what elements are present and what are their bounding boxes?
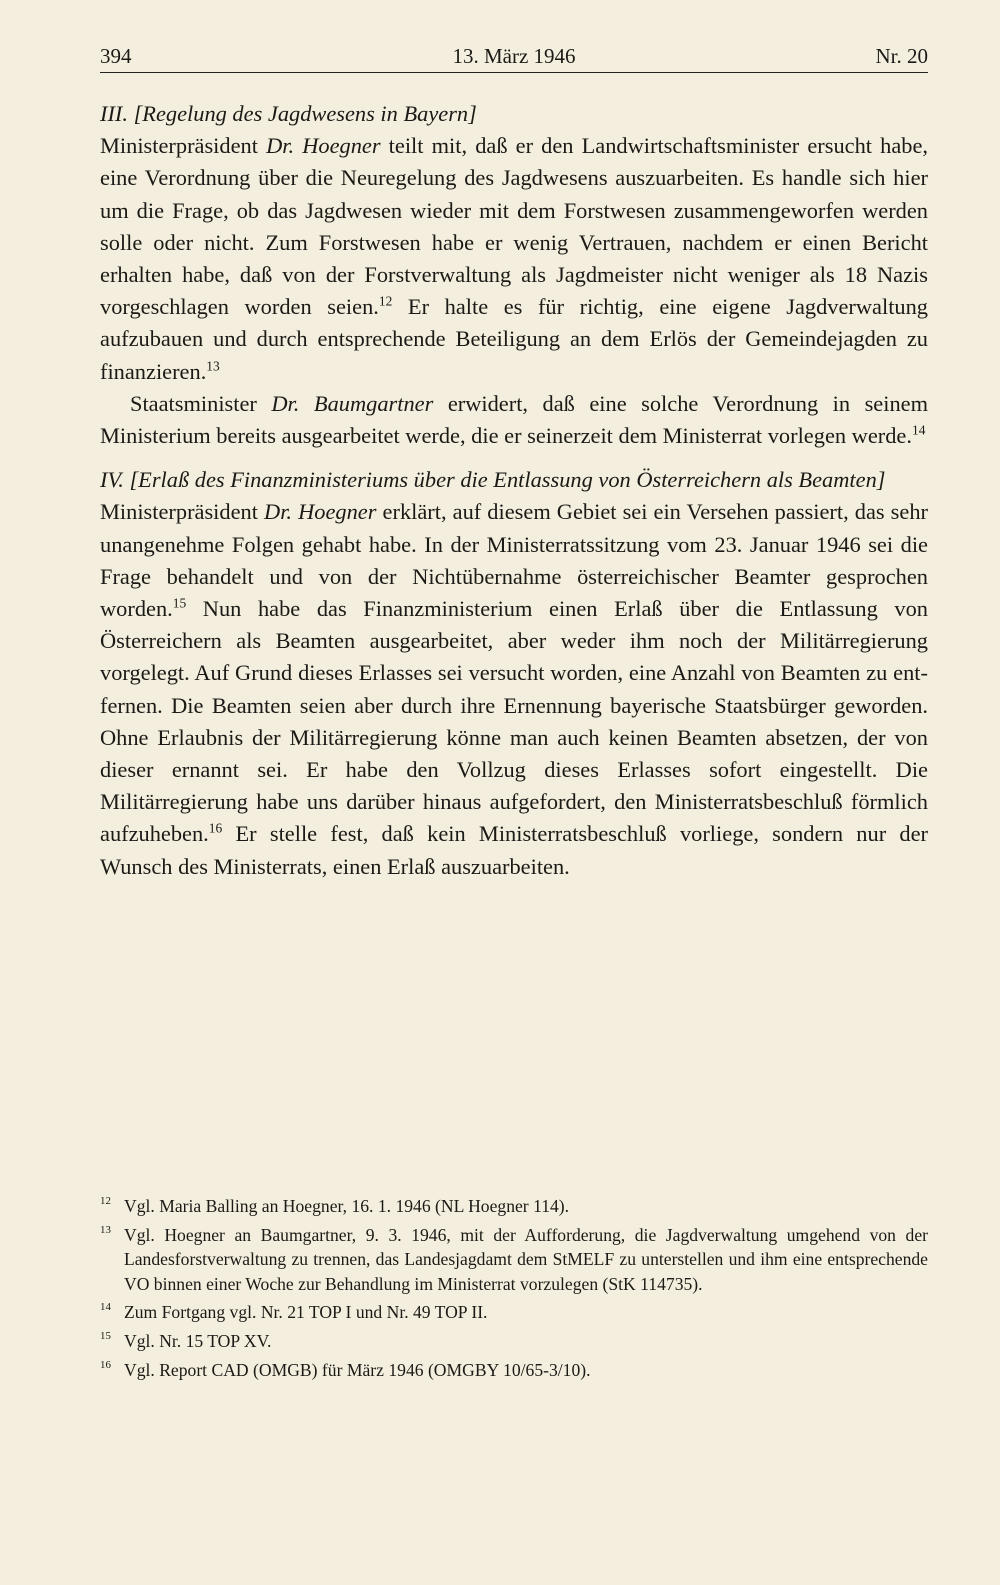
text-run xyxy=(294,133,302,158)
text-run xyxy=(299,391,314,416)
footnote-text: Vgl. Nr. 15 TOP XV. xyxy=(124,1330,272,1351)
text-run: erwidert, daß eine solche Verordnung in seinem Ministerium bereits ausgearbeitet werde, die er seinerzeit dem Ministerrat vorlegen werde. xyxy=(100,390,928,449)
footnotes xyxy=(100,1194,928,1386)
text-run: Staatsminister xyxy=(130,390,272,416)
document-number: Nr. 20 xyxy=(875,44,928,68)
text-run: teilt mit, daß er den Landwirtschaftsminister ersucht habe, eine Verordnung über die Neuregelung des Jagdwesens auszuarbeiten. Es handle sich hier um die Frage, ob das Jagdwesen wieder mit dem Forstwesen zusammengeworfen werden solle oder nicht. Zum Forstwesen habe er wenig Vertrauen, nachdem er einen Bericht erhalten habe, daß von der Forstverwaltung als Jagdmeister nicht weniger als 18 Nazis vorgeschlagen worden seien. xyxy=(100,133,928,320)
text-run-italic: Dr. xyxy=(271,390,300,416)
footnote xyxy=(100,1329,928,1354)
footnote-number: 12 xyxy=(100,1195,111,1207)
footnote xyxy=(100,1358,928,1383)
section-heading-3: III. [Regelung des Jagdwesens in Bayern] xyxy=(100,101,477,126)
footnote-text: Vgl. Report CAD (OMGB) für März 1946 (OMGBY 10/65-3/10). xyxy=(124,1359,591,1380)
person-name: Hoegner xyxy=(298,499,377,525)
footnote xyxy=(100,1300,928,1325)
footnote xyxy=(100,1194,928,1219)
footnote-ref: 14 xyxy=(911,422,926,438)
footnote-text: Vgl. Hoegner an Baumgartner, 9. 3. 1946, mit der Aufforderung, die Jagdverwaltung umgehend von der Landesforstverwaltung zu trennen, das Landesjagdamt dem StMELF zu unterstellen und ihm eine entsprechende VO binnen einer Woche zur Behandlung im Ministerrat vorzulegen (StK 114735). xyxy=(124,1224,928,1294)
text-run-italic: Dr. xyxy=(266,133,295,159)
running-header xyxy=(100,38,928,73)
paragraph xyxy=(100,388,928,452)
main-text xyxy=(100,98,928,883)
person-name: Hoegner xyxy=(302,133,381,159)
footnote-number: 15 xyxy=(100,1329,111,1342)
section-heading-4: IV. [Erlaß des Finanzministeriums über die Entlassung von Österreichern als Beamten] xyxy=(100,467,886,493)
text-run-italic: Dr. xyxy=(264,499,293,525)
text-run: Ministerpräsident xyxy=(100,133,267,159)
paragraph xyxy=(100,496,928,882)
footnote-text: Vgl. Maria Balling an Hoegner, 16. 1. 1946 (NL Hoegner 114). xyxy=(124,1196,570,1216)
text-run: Er stelle fest, daß kein Ministerratsbeschluß vorliege, sondern nur der Wunsch des Ministerrats, einen Erlaß auszuarbeiten. xyxy=(100,821,928,879)
footnote-number: 14 xyxy=(100,1301,111,1314)
footnote-text: Zum Fortgang vgl. Nr. 21 TOP I und Nr. 49 TOP II. xyxy=(124,1302,488,1323)
footnote xyxy=(100,1223,928,1297)
page-number: 394 xyxy=(100,44,132,68)
footnote-number: 16 xyxy=(100,1358,111,1371)
footnote-ref: 16 xyxy=(208,821,223,836)
footnote-ref: 12 xyxy=(378,293,393,309)
header-date: 13. März 1946 xyxy=(452,44,576,68)
person-name: Baumgartner xyxy=(313,390,434,416)
text-run: Nun habe das Finanzministerium einen Erlaß über die Entlassung von Österreichern als Beamten ausgearbeitet, aber weder ihm noch der Militärregierung vorgelegt. Auf Grund dieses Erlasses sei versucht worden, eine Anzahl von Beamten zu entfernen. Die Beamten seien aber durch ihre Ernennung bayerische Staatsbürger geworden. Ohne Erlaubnis der Militärregierung könne man auch keinen Beamten absetzen, der von dieser ernannt sei. Er habe den Vollzug dieses Erlasses sofort eingestellt. Die Militärregierung habe uns darüber hinaus aufgefordert, den Ministerratsbeschluß förmlich aufzuheben. xyxy=(100,596,928,847)
footnote-ref: 15 xyxy=(172,595,187,611)
text-run: Er halte es für richtig, eine eigene Jagdverwaltung aufzubauen und durch entsprechende Beteiligung an dem Erlös der Gemeindejagden zu finanzieren. xyxy=(100,294,929,384)
text-run: erklärt, auf diesem Gebiet sei ein Versehen passiert, das sehr unangenehme Folgen gehabt habe. In der Ministerratssitzung vom 23. Januar 1946 sei die Frage behandelt und von der Nichtübernahme österreichischer Beamter gesprochen worden. xyxy=(100,499,928,622)
paragraph xyxy=(100,130,928,388)
text-run: Ministerpräsident xyxy=(100,499,265,525)
footnote-number: 13 xyxy=(100,1223,111,1236)
footnote-ref: 13 xyxy=(206,358,220,374)
